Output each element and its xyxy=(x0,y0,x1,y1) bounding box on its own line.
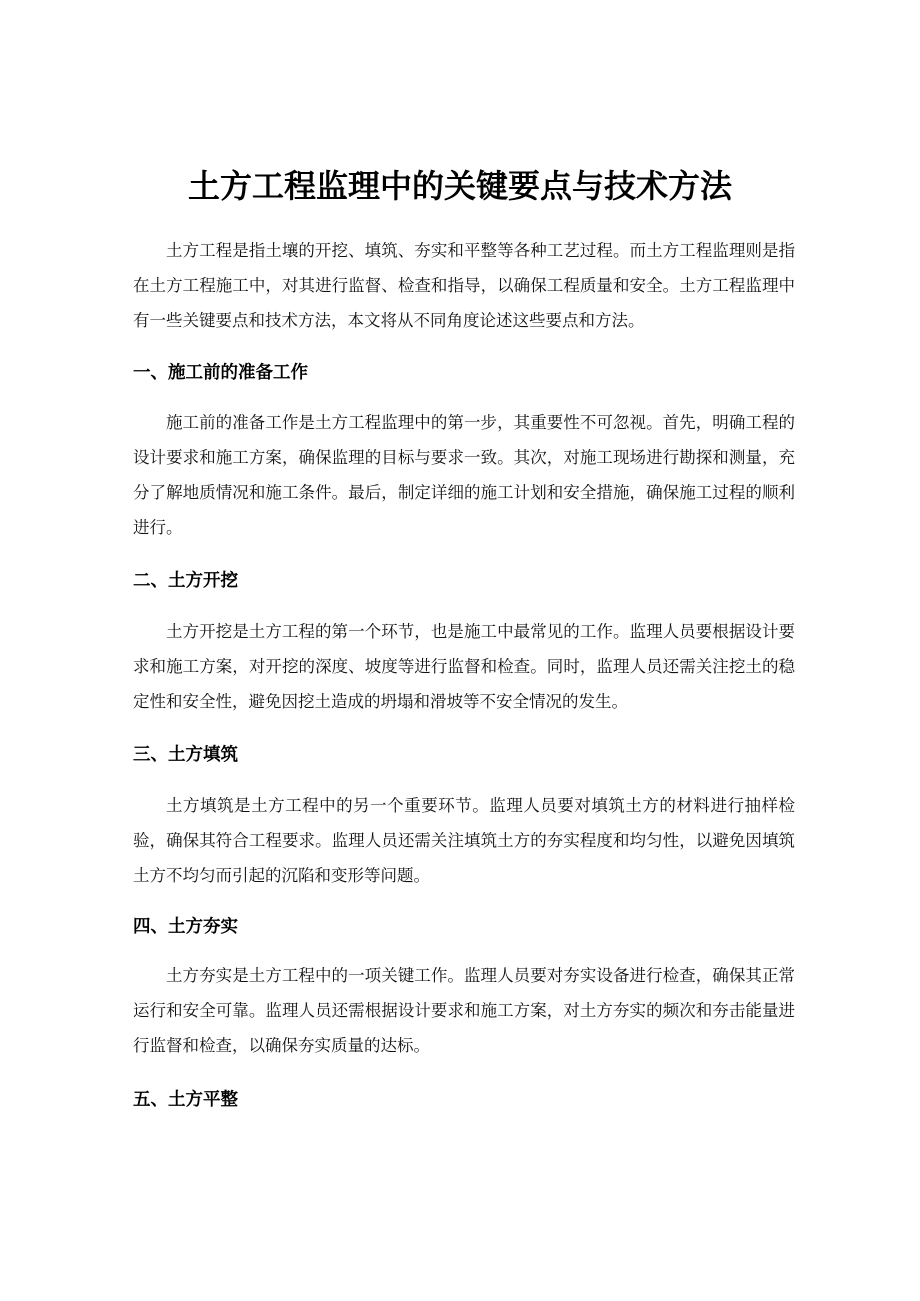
section-heading-excavation: 二、土方开挖 xyxy=(133,571,238,591)
intro-paragraph: 土方工程是指土壤的开挖、填筑、夯实和平整等各种工艺过程。而土方工程监理则是指在土方工程施工中，对其进行监督、检查和指导，以确保工程质量和安全。土方工程监理中有一些关键要点和技术方法，本文将从不同角度论述这些要点和方法。 xyxy=(133,241,795,330)
section-heading-compaction: 四、土方夯实 xyxy=(133,917,238,937)
document-title: 土方工程监理中的关键要点与技术方法 xyxy=(187,167,732,205)
section-body-excavation: 土方开挖是土方工程的第一个环节，也是施工中最常见的工作。监理人员要根据设计要求和施工方案，对开挖的深度、坡度等进行监督和检查。同时，监理人员还需关注挖土的稳定性和安全性，避免因挖土造成的坍塌和滑坡等不安全情况的发生。 xyxy=(133,622,795,711)
section-body-preparation: 施工前的准备工作是土方工程监理中的第一步，其重要性不可忽视。首先，明确工程的设计要求和施工方案，确保监理的目标与要求一致。其次，对施工现场进行勘探和测量，充分了解地质情况和施工条件。最后，制定详细的施工计划和安全措施，确保施工过程的顺利进行。 xyxy=(133,413,795,537)
section-body-filling: 土方填筑是土方工程中的另一个重要环节。监理人员要对填筑土方的材料进行抽样检验，确保其符合工程要求。监理人员还需关注填筑土方的夯实程度和均匀性，以避免因填筑土方不均匀而引起的沉陷和变形等问题。 xyxy=(133,796,795,885)
section-heading-leveling: 五、土方平整 xyxy=(133,1090,238,1110)
section-heading-filling: 三、土方填筑 xyxy=(133,745,238,765)
section-body-compaction: 土方夯实是土方工程中的一项关键工作。监理人员要对夯实设备进行检查，确保其正常运行和安全可靠。监理人员还需根据设计要求和施工方案，对土方夯实的频次和夯击能量进行监督和检查，以确保夯实质量的达标。 xyxy=(133,966,795,1055)
section-heading-preparation: 一、施工前的准备工作 xyxy=(133,363,308,383)
